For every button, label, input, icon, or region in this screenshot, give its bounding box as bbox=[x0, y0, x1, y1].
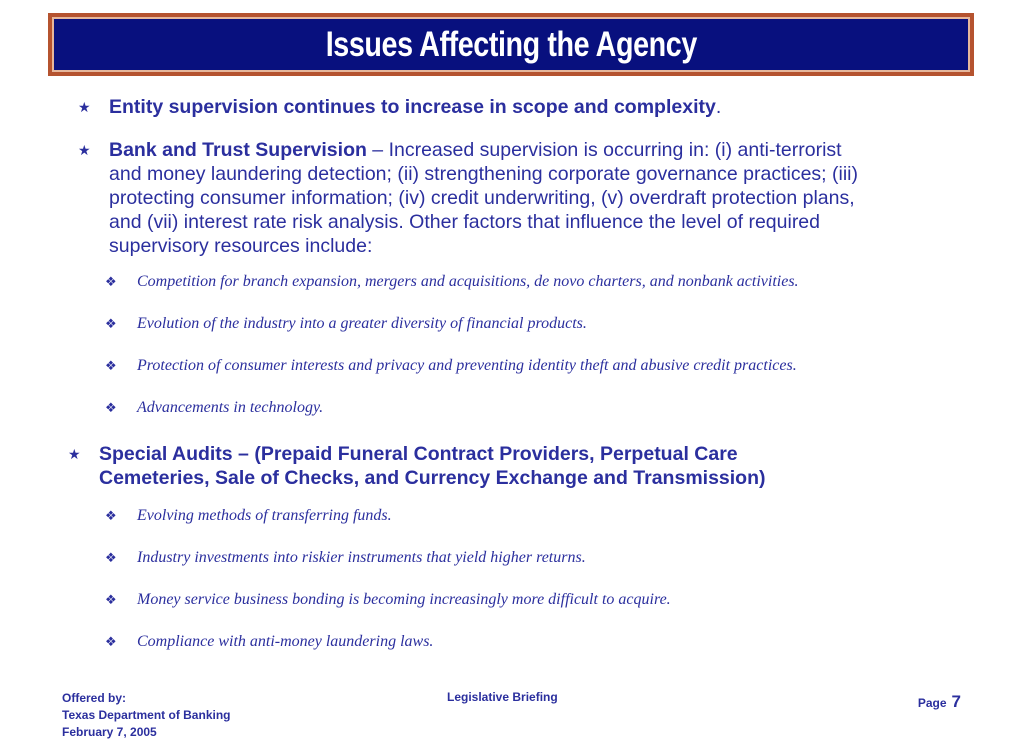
diamond-bullet-icon: ❖ bbox=[105, 400, 117, 415]
star-bullet-icon: ★ bbox=[78, 142, 91, 158]
sub-item-text: Evolution of the industry into a greater diversity of financial products. bbox=[137, 315, 587, 332]
bullet-2-line-2: and money laundering detection; (ii) strengthening corporate governance practices; (iii) bbox=[109, 163, 858, 185]
bullet-2-line-3: protecting consumer information; (iv) credit underwriting, (v) overdraft protection plans, bbox=[109, 187, 855, 209]
diamond-bullet-icon: ❖ bbox=[105, 274, 117, 289]
diamond-bullet-icon: ❖ bbox=[105, 508, 117, 523]
bullet-3-line-1: Special Audits – (Prepaid Funeral Contract Providers, Perpetual Care bbox=[99, 443, 738, 465]
list-item bbox=[105, 357, 797, 375]
sub-item-text: Money service business bonding is becoming increasingly more difficult to acquire. bbox=[137, 591, 671, 608]
list-item bbox=[105, 591, 671, 609]
bullet-2-line-5: supervisory resources include: bbox=[109, 235, 373, 257]
footer-page bbox=[918, 692, 961, 712]
list-item bbox=[105, 633, 433, 651]
list-item bbox=[105, 399, 323, 417]
list-item bbox=[105, 507, 392, 525]
diamond-bullet-icon: ❖ bbox=[105, 550, 117, 565]
bullet-2-line-1: – Increased supervision is occurring in: (i) anti-terrorist bbox=[366, 139, 842, 161]
page-label: Page bbox=[917, 696, 947, 710]
page-number: 7 bbox=[951, 692, 961, 711]
title-bar bbox=[48, 13, 974, 76]
sub-item-text: Competition for branch expansion, mergers and acquisitions, de novo charters, and nonbank activities. bbox=[137, 273, 799, 290]
footer-offered-label: Offered by: bbox=[62, 691, 127, 705]
bullet-1-rest: . bbox=[715, 96, 722, 118]
bullet-3-line-2: Cemeteries, Sale of Checks, and Currency Exchange and Transmission) bbox=[99, 467, 766, 489]
list-item bbox=[105, 549, 586, 567]
bullet-2-line-4: and (vii) interest rate risk analysis. Other factors that influence the level of required bbox=[109, 211, 820, 233]
diamond-bullet-icon: ❖ bbox=[105, 634, 117, 649]
sub-item-text: Industry investments into riskier instruments that yield higher returns. bbox=[137, 549, 586, 566]
bullet-2-strong: Bank and Trust Supervision bbox=[109, 139, 367, 161]
bullet-special-audits bbox=[68, 442, 766, 490]
bullet-bank-trust-supervision bbox=[78, 138, 989, 258]
bullet-entity-supervision bbox=[78, 95, 721, 119]
footer-center-label: Legislative Briefing bbox=[447, 690, 558, 704]
page-title: Issues Affecting the Agency bbox=[325, 24, 697, 64]
footer-date: February 7, 2005 bbox=[62, 725, 157, 739]
diamond-bullet-icon: ❖ bbox=[105, 592, 117, 607]
list-item bbox=[105, 273, 799, 291]
list-item bbox=[105, 315, 587, 333]
diamond-bullet-icon: ❖ bbox=[105, 358, 117, 373]
footer-offered-by bbox=[62, 690, 230, 741]
bullet-1-strong: Entity supervision continues to increase in scope and complexity bbox=[109, 96, 716, 118]
star-bullet-icon: ★ bbox=[68, 446, 81, 462]
diamond-bullet-icon: ❖ bbox=[105, 316, 117, 331]
footer-department: Texas Department of Banking bbox=[62, 708, 231, 722]
star-bullet-icon: ★ bbox=[78, 99, 91, 115]
sub-item-text: Protection of consumer interests and privacy and preventing identity theft and abusive credit practices. bbox=[137, 357, 797, 374]
sub-item-text: Compliance with anti-money laundering laws. bbox=[137, 633, 434, 650]
sub-item-text: Evolving methods of transferring funds. bbox=[137, 507, 392, 524]
sub-item-text: Advancements in technology. bbox=[137, 399, 324, 416]
